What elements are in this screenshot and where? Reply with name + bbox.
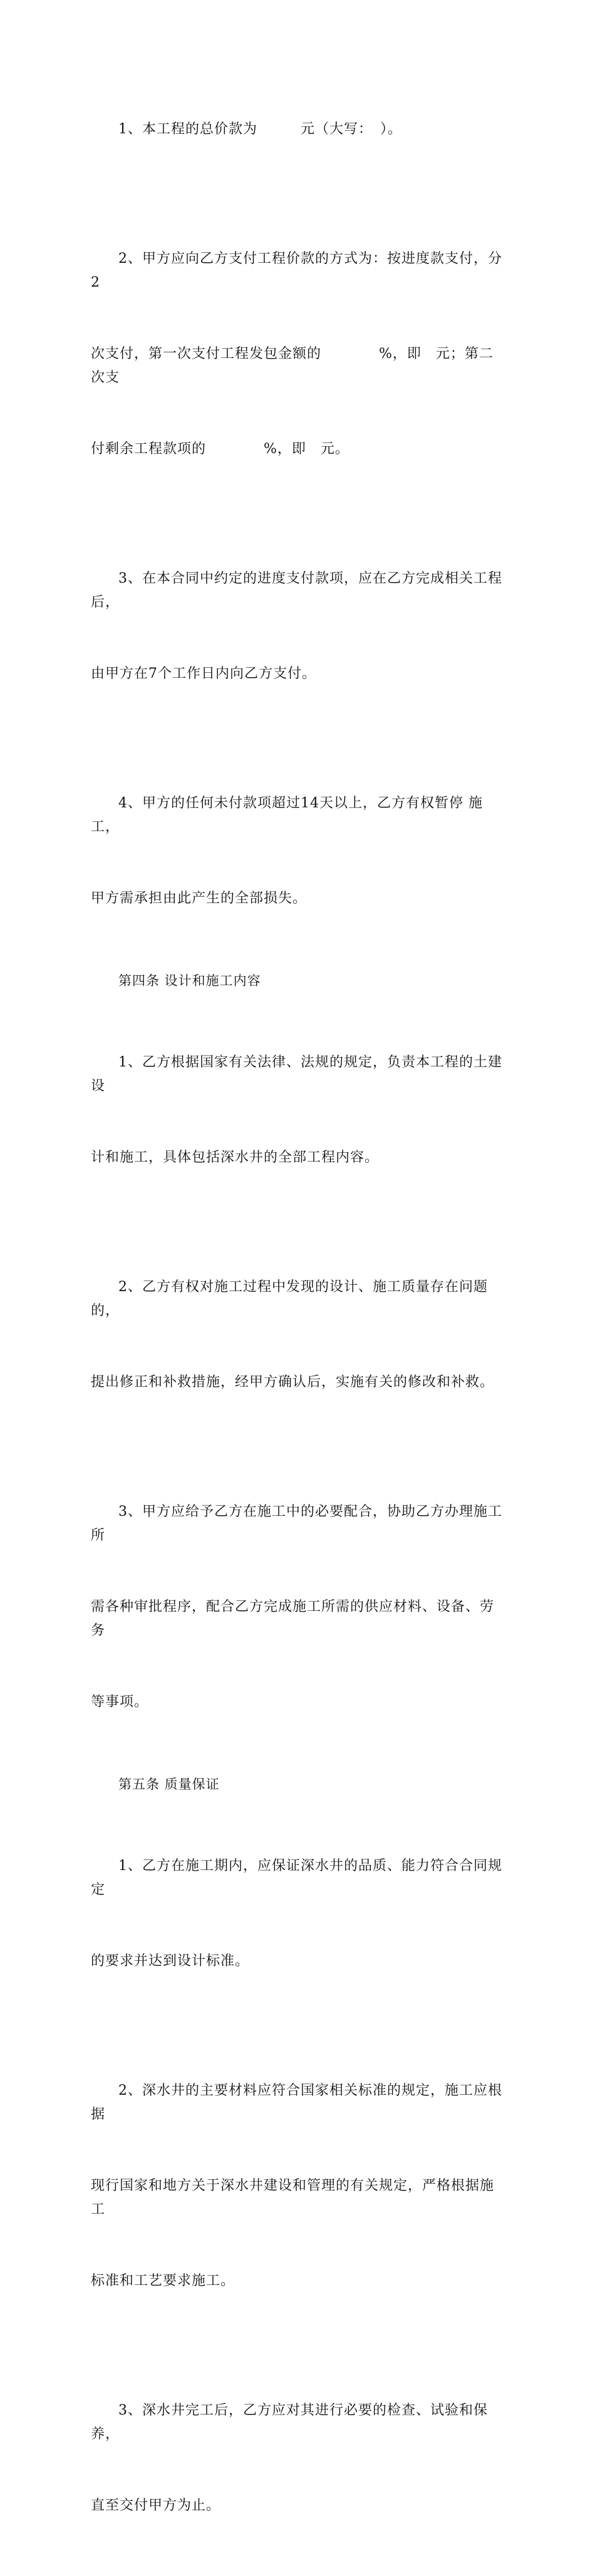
text-line: 次支付，第一次支付工程发包金额的 %，即 元；第二次支 xyxy=(91,346,494,386)
text-line: 4、甲方的任何未付款项超过14天以上，乙方有权暂停 施工， xyxy=(91,795,483,835)
text-line: 1、乙方根据国家有关法律、法规的规定，负责本工程的土建设 xyxy=(91,1055,502,1094)
design-clause-3 xyxy=(91,1453,507,1762)
text-line: 计和施工，具体包括深水井的全部工程内容。 xyxy=(91,1150,380,1165)
section-4-title: 第四条 设计和施工内容 xyxy=(118,973,261,988)
text-line: 1、乙方在施工期内，应保证深水井的品质、能力符合合同规定 xyxy=(91,1858,502,1898)
payment-clause-1 xyxy=(91,70,507,189)
text-line: 现行国家和地方关于深水井建设和管理的有关规定，严格根据施工 xyxy=(91,2178,495,2217)
text-line: 需各种审批程序，配合乙方完成施工所需的供应材料、设备、劳务 xyxy=(91,1599,495,1638)
text-line: 由甲方在7个工作日内向乙方支付。 xyxy=(91,666,316,682)
text-line: 的要求并达到设计标准。 xyxy=(91,1953,250,1969)
payment-clause-2 xyxy=(91,200,507,509)
text-line: 2、深水井的主要材料应符合国家相关标准的规定，施工应根据 xyxy=(91,2083,502,2122)
text-line: 等事项。 xyxy=(91,1694,149,1710)
quality-clause-3 xyxy=(91,2351,507,2565)
design-clause-2 xyxy=(91,1228,507,1442)
text-line: 甲方需承担由此产生的全部损失。 xyxy=(91,891,308,906)
text-line: 2、甲方应向乙方支付工程价款的方式为：按进度款支付，分2 xyxy=(91,251,502,290)
text-line: 提出修正和补救措施，经甲方确认后，实施有关的修改和补救。 xyxy=(91,1374,495,1390)
document-body xyxy=(91,70,507,2576)
text-line: 1、本工程的总价款为 元（大写： ）。 xyxy=(118,121,402,137)
text-line: 3、在本合同中约定的进度支付款项，应在乙方完成相关工程后， xyxy=(91,571,502,610)
text-line: 直至交付甲方为止。 xyxy=(91,2498,221,2513)
design-clause-1 xyxy=(91,1003,507,1217)
text-line: 标准和工艺要求施工。 xyxy=(91,2273,235,2289)
quality-clause-2 xyxy=(91,2032,507,2341)
payment-clause-3 xyxy=(91,519,507,733)
section-5-title: 第五条 质量保证 xyxy=(118,1777,220,1792)
text-line: 3、甲方应给予乙方在施工中的必要配合，协助乙方办理施工所 xyxy=(91,1504,502,1543)
quality-clause-1 xyxy=(91,1807,507,2021)
payment-clause-4 xyxy=(91,744,507,958)
text-line: 2、乙方有权对施工过程中发现的设计、施工质量存在问题的， xyxy=(91,1279,488,1319)
text-line: 3、深水井完工后，乙方应对其进行必要的检查、试验和保养， xyxy=(91,2403,488,2442)
text-line: 付剩余工程款项的 %，即 元。 xyxy=(91,441,349,457)
